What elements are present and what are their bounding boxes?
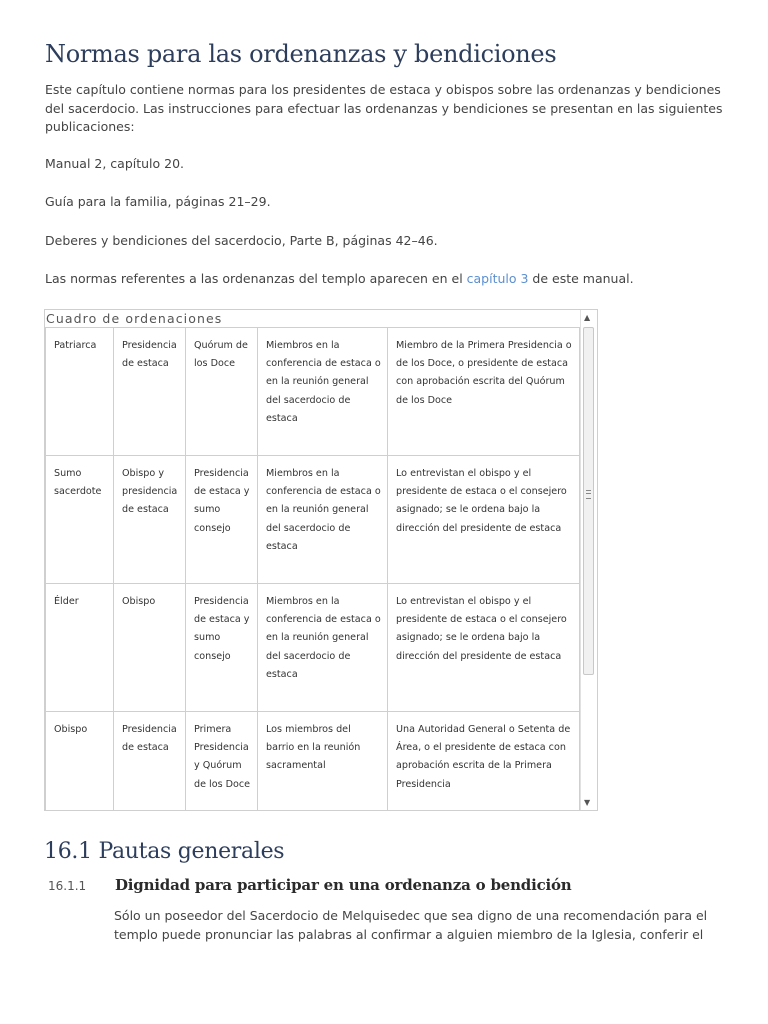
table-cell: Presidencia de estaca y sumo consejo: [186, 584, 258, 712]
section-heading: 16.1 Pautas generales: [44, 839, 285, 864]
table-cell: Miembros en la conferencia de estaca o en la reunión general del sacerdocio de estaca: [258, 456, 388, 584]
table-cell: Obispo: [46, 712, 114, 812]
grip-icon: [586, 490, 591, 499]
table-cell: Quórum de los Doce: [186, 328, 258, 456]
chapter-3-link[interactable]: capítulo 3: [466, 271, 529, 286]
table-cell: Lo entrevistan el obispo y el presidente de estaca o el consejero asignado; se le ordena bajo la dirección del presidente de estaca: [388, 456, 580, 584]
temple-note-after: de este manual.: [528, 271, 634, 286]
table-cell: Sumo sacerdote: [46, 456, 114, 584]
table-cell: Presidencia de estaca y sumo consejo: [186, 456, 258, 584]
table-cell: Los miembros del barrio en la reunión sacramental: [258, 712, 388, 812]
reference-deberes: Deberes y bendiciones del sacerdocio, Parte B, páginas 42–46.: [45, 233, 438, 248]
intro-paragraph: Este capítulo contiene normas para los presidentes de estaca y obispos sobre las ordenanzas y bendiciones del sacerdocio. Las instrucciones para efectuar las ordenanzas y bendiciones se presentan en las siguientes publicaciones:: [45, 82, 723, 134]
table-cell: Miembros en la conferencia de estaca o en la reunión general del sacerdocio de estaca: [258, 328, 388, 456]
table-cell: Patriarca: [46, 328, 114, 456]
ordination-table-box[interactable]: [44, 309, 598, 811]
table-cell: Una Autoridad General o Setenta de Área, o el presidente de estaca con aprobación escrita de la Primera Presidencia: [388, 712, 580, 812]
ordination-table: [45, 327, 580, 811]
table-cell: Presidencia de estaca: [114, 328, 186, 456]
table-row: [46, 584, 580, 712]
table-cell: Miembro de la Primera Presidencia o de los Doce, o presidente de estaca con aprobación escrita del Quórum de los Doce: [388, 328, 580, 456]
subsection-body: Sólo un poseedor del Sacerdocio de Melquisedec que sea digno de una recomendación para el templo puede pronunciar las palabras al confirmar a alguien miembro de la Iglesia, conferir el: [114, 908, 708, 942]
subsection-title: Dignidad para participar en una ordenanza o bendición: [115, 876, 572, 894]
table-caption: Cuadro de ordenaciones: [46, 311, 223, 326]
table-cell: Presidencia de estaca: [114, 712, 186, 812]
temple-note-before: Las normas referentes a las ordenanzas del templo aparecen en el: [45, 271, 467, 286]
table-row: [46, 456, 580, 584]
scroll-up-arrow-icon[interactable]: ▲: [584, 313, 591, 322]
scroll-down-arrow-icon[interactable]: ▼: [584, 798, 591, 807]
table-row: [46, 712, 580, 812]
table-cell: Obispo y presidencia de estaca: [114, 456, 186, 584]
reference-manual-2: Manual 2, capítulo 20.: [45, 156, 185, 171]
temple-note: [45, 270, 735, 289]
table-cell: Lo entrevistan el obispo y el presidente de estaca o el consejero asignado; se le ordena bajo la dirección del presidente de estaca: [388, 584, 580, 712]
table-cell: Obispo: [114, 584, 186, 712]
table-row: [46, 328, 580, 456]
table-cell: Miembros en la conferencia de estaca o en la reunión general del sacerdocio de estaca: [258, 584, 388, 712]
page-title: Normas para las ordenanzas y bendiciones: [45, 40, 557, 68]
table-cell: Élder: [46, 584, 114, 712]
subsection-number: 16.1.1: [48, 879, 87, 893]
reference-guia-familia: Guía para la familia, páginas 21–29.: [45, 194, 271, 209]
table-scrollbar[interactable]: [580, 310, 597, 810]
table-cell: Primera Presidencia y Quórum de los Doce: [186, 712, 258, 812]
scroll-thumb[interactable]: [583, 327, 594, 675]
